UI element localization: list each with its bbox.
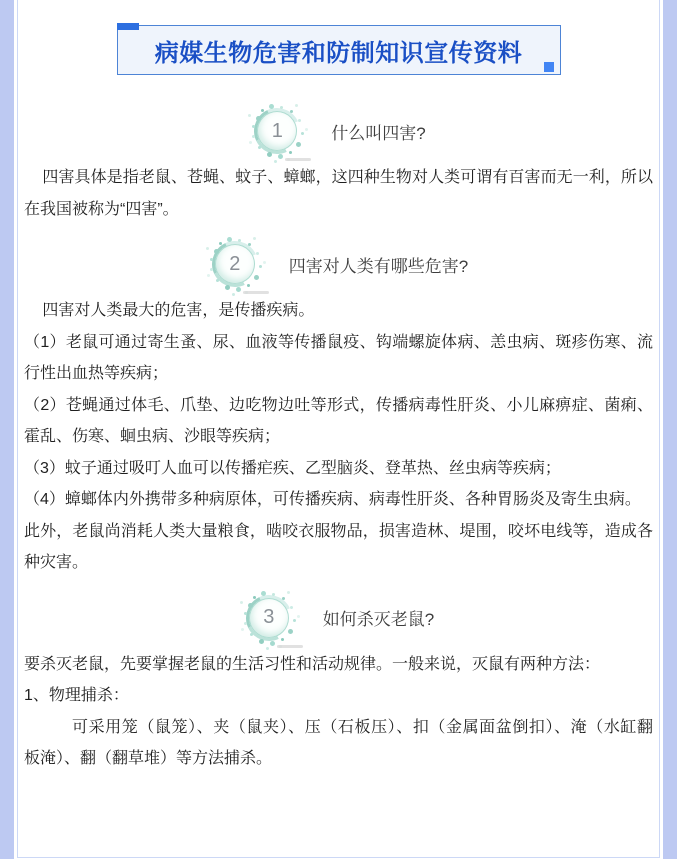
section-title: 什么叫四害? xyxy=(331,123,426,143)
banner-corner-accent-bottom-right xyxy=(544,62,554,72)
paragraph: 此外，老鼠尚消耗人类大量粮食，啮咬衣服物品，损害造林、堤围，咬坏电线等，造成各种灾害。 xyxy=(24,522,653,571)
paragraph: 四害具体是指老鼠、苍蝇、蚊子、蟑螂，这四种生物对人类可谓有百害而无一利，所以在我国被称为“四害”。 xyxy=(24,169,653,218)
badge-watermark xyxy=(285,158,311,161)
paragraph: 四害对人类最大的危害，是传播疾病。 xyxy=(42,302,315,319)
section-heading xyxy=(24,104,653,158)
paragraph: 可采用笼（鼠笼）、夹（鼠夹）、压（石板压）、扣（金属面盆倒扣）、淹（水缸翻 板淹）、翻（翻草堆）等方法捕杀。 xyxy=(24,718,670,767)
section-number: 3 xyxy=(250,599,288,637)
section-number-badge xyxy=(251,105,303,157)
section-number-badge xyxy=(243,592,295,644)
section-title: 如何杀灭老鼠? xyxy=(322,610,435,629)
paragraph: 要杀灭老鼠，先要掌握老鼠的生活习性和活动规律。一般来说，灭鼠有两种方法： xyxy=(24,655,601,673)
section-how-to-kill-rats xyxy=(24,591,670,775)
section-harms-of-four-pests xyxy=(24,237,653,579)
paragraph-item-4: （4）蟑螂体内外携带多种病原体，可传播疾病、病毒性肝炎、各种胃肠炎及寄生虫病。 xyxy=(24,491,641,508)
section-title: 四害对人类有哪些危害? xyxy=(288,256,469,276)
section-heading xyxy=(24,591,653,645)
paragraph-item-1: （1）老鼠可通过寄生蚤、尿、血液等传播鼠疫、钩端螺旋体病、恙虫病、斑疹伤寒、流行性出血热等疾病； xyxy=(24,333,653,382)
badge-watermark xyxy=(277,645,303,648)
section-number: 2 xyxy=(216,245,254,283)
banner-corner-accent-top-left xyxy=(117,23,139,30)
section-what-are-four-pests xyxy=(24,104,653,225)
section-body xyxy=(24,162,653,225)
paragraph-item-2: （2）苍蝇通过体毛、爪垫、边吃物边吐等形式，传播病毒性肝炎、小儿麻痹症、菌痢、霍乱、伤寒、蛔虫病、沙眼等疾病； xyxy=(24,396,653,445)
section-heading xyxy=(24,237,653,291)
paragraph-method-label: 1、物理捕杀： xyxy=(24,687,129,704)
section-body xyxy=(24,295,653,579)
content-card xyxy=(14,0,670,859)
section-number: 1 xyxy=(258,112,296,150)
title-banner xyxy=(117,25,561,75)
section-body xyxy=(24,649,670,775)
page-title: 病媒生物危害和防制知识宣传资料 xyxy=(154,39,523,67)
badge-watermark xyxy=(243,291,269,294)
section-number-badge xyxy=(209,238,261,290)
document-content xyxy=(14,0,670,775)
paragraph-item-3: （3）蚊子通过吸叮人血可以传播疟疾、乙型脑炎、登革热、丝虫病等疾病； xyxy=(24,459,561,477)
